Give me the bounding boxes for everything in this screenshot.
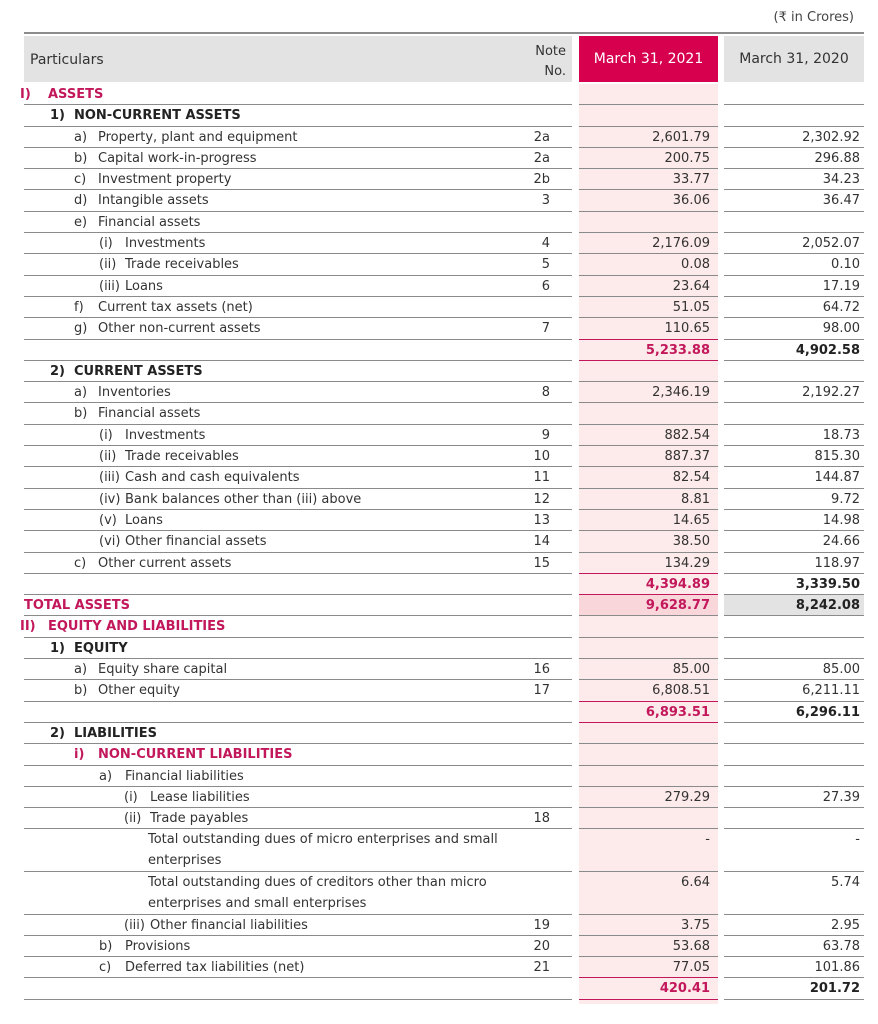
row-label-cell xyxy=(24,595,130,616)
row-label-cell xyxy=(99,766,244,787)
row-note-no: 10 xyxy=(533,449,550,465)
row-marker: (ii) xyxy=(99,257,117,273)
row-label: Other current assets xyxy=(98,555,232,571)
row-label-cell xyxy=(99,936,190,957)
row-value-current: 4,394.89 xyxy=(645,576,710,592)
table-row xyxy=(24,105,864,126)
row-label-cell xyxy=(50,638,128,659)
table-row xyxy=(24,361,864,382)
row-label-cell xyxy=(99,425,205,446)
row-label: TOTAL ASSETS xyxy=(24,598,130,614)
row-marker: II) xyxy=(20,619,36,635)
row-marker: a) xyxy=(74,129,88,145)
table-row xyxy=(24,403,864,424)
row-value-current: 420.41 xyxy=(659,981,710,997)
table-row xyxy=(24,680,864,701)
row-label-cell xyxy=(99,467,300,488)
row-label: Capital work-in-progress xyxy=(98,150,257,166)
row-label: Financial liabilities xyxy=(125,768,244,784)
row-note-no: 14 xyxy=(533,534,550,550)
row-marker: I) xyxy=(20,87,31,102)
row-value-current: - xyxy=(705,832,710,848)
row-label: EQUITY xyxy=(74,640,128,656)
row-label: CURRENT ASSETS xyxy=(74,363,203,379)
row-label: Intangible assets xyxy=(98,193,209,209)
row-label: Trade payables xyxy=(150,811,249,827)
row-note-no: 15 xyxy=(533,555,550,571)
row-label-cell xyxy=(124,787,250,808)
table-row xyxy=(20,616,864,637)
row-label: Trade receivables xyxy=(125,449,239,465)
row-label-cell xyxy=(50,105,241,126)
row-value-current: 51.05 xyxy=(672,299,710,315)
row-value-current: 134.29 xyxy=(664,555,710,571)
table-row xyxy=(24,297,864,318)
row-value-current: 8.81 xyxy=(681,491,710,507)
row-marker: (iii) xyxy=(99,278,120,294)
row-value-current: 2,176.09 xyxy=(652,236,710,252)
row-label-cell xyxy=(74,190,209,211)
row-value-previous: 8,242.08 xyxy=(724,595,864,616)
table-row xyxy=(20,84,864,105)
row-value-previous: 17.19 xyxy=(822,278,860,294)
row-label-cell xyxy=(124,915,308,936)
row-value-current: 53.68 xyxy=(672,938,710,954)
row-marker: b) xyxy=(74,150,88,166)
table-row xyxy=(24,233,864,254)
row-label-cell xyxy=(74,169,231,190)
row-label: Other non-current assets xyxy=(98,321,261,337)
row-label: Investment property xyxy=(98,172,232,188)
row-label-cell xyxy=(99,531,267,552)
row-marker: 2) xyxy=(50,725,65,741)
row-note-no: 11 xyxy=(533,470,550,486)
table-row xyxy=(24,190,864,211)
row-label-cell xyxy=(74,127,298,148)
table-row xyxy=(24,276,864,297)
header-particulars: Particulars xyxy=(30,52,104,68)
row-label: Bank balances other than (iii) above xyxy=(125,491,362,507)
table-body xyxy=(20,84,864,1000)
row-note-no: 7 xyxy=(541,321,550,337)
row-value-previous: 63.78 xyxy=(822,938,860,954)
row-label-cell xyxy=(74,680,180,701)
table-row xyxy=(24,148,864,169)
row-marker: b) xyxy=(74,683,88,699)
table-row xyxy=(24,808,864,829)
row-marker: (ii) xyxy=(124,811,142,827)
row-marker: (iii) xyxy=(124,917,145,933)
row-marker: (i) xyxy=(124,789,138,805)
table-row xyxy=(24,744,864,765)
row-marker: 1) xyxy=(50,108,65,124)
row-marker: a) xyxy=(99,768,113,784)
row-note-no: 13 xyxy=(533,512,550,528)
table-row xyxy=(24,723,864,744)
row-marker: (v) xyxy=(99,512,117,528)
table-row xyxy=(24,531,864,552)
table-row xyxy=(24,169,864,190)
row-value-previous: 98.00 xyxy=(822,321,860,337)
row-note-no: 6 xyxy=(541,278,550,294)
row-value-current: 6,893.51 xyxy=(645,704,710,720)
row-label-cell xyxy=(20,616,225,637)
row-value-previous: 2,302.92 xyxy=(802,129,860,145)
row-value-previous: 296.88 xyxy=(814,150,860,166)
row-label: Provisions xyxy=(125,938,191,954)
row-value-current: 2,601.79 xyxy=(652,129,710,145)
row-value-current: 3.75 xyxy=(681,917,710,933)
row-value-previous: 144.87 xyxy=(814,470,860,486)
table-row xyxy=(24,340,864,361)
row-value-previous: - xyxy=(855,832,860,848)
row-note-no: 18 xyxy=(533,811,550,827)
table-row xyxy=(24,829,864,872)
row-value-previous: 6,296.11 xyxy=(795,704,860,720)
row-value-previous: 36.47 xyxy=(822,193,860,209)
row-label-cell xyxy=(74,318,261,339)
table-row xyxy=(24,702,864,723)
row-value-current: 9,628.77 xyxy=(579,595,718,616)
row-marker: c) xyxy=(74,172,87,188)
row-value-previous: 27.39 xyxy=(822,789,860,805)
row-value-current: 82.54 xyxy=(672,470,710,486)
table-row xyxy=(24,212,864,233)
table-row xyxy=(24,574,864,595)
row-label-cell xyxy=(74,659,227,680)
row-label-cell xyxy=(74,297,253,318)
row-label: Investments xyxy=(125,427,206,443)
row-note-no: 5 xyxy=(541,257,550,273)
row-label-cell xyxy=(74,148,257,169)
table-row xyxy=(24,318,864,339)
row-divider-left xyxy=(24,999,572,1000)
row-marker: (ii) xyxy=(99,449,117,465)
row-label: Property, plant and equipment xyxy=(98,129,298,145)
row-label: Equity share capital xyxy=(98,662,228,678)
row-label-cell xyxy=(74,553,231,574)
row-marker: 2) xyxy=(50,363,65,379)
row-value-current: 279.29 xyxy=(664,789,710,805)
row-marker: d) xyxy=(74,193,88,209)
table-row xyxy=(24,467,864,488)
row-value-previous: 24.66 xyxy=(822,534,860,550)
row-note-no: 21 xyxy=(533,960,550,976)
row-value-current: 36.06 xyxy=(672,193,710,209)
row-value-current: 6.64 xyxy=(681,874,710,890)
row-marker: i) xyxy=(74,747,85,763)
header-current-year: March 31, 2021 xyxy=(579,36,718,82)
table-row xyxy=(24,553,864,574)
row-value-previous: 815.30 xyxy=(814,449,860,465)
row-label: Loans xyxy=(125,512,163,528)
row-label-cell xyxy=(20,84,103,105)
row-value-current: 33.77 xyxy=(672,172,710,188)
row-label-cell xyxy=(99,276,163,297)
row-label: Trade receivables xyxy=(125,257,239,273)
header-particulars-cell xyxy=(24,36,572,82)
row-marker: (iii) xyxy=(99,470,120,486)
row-value-previous: 0.10 xyxy=(831,257,860,273)
row-value-current: 77.05 xyxy=(672,960,710,976)
row-value-previous: 9.72 xyxy=(831,491,860,507)
row-value-previous: 85.00 xyxy=(822,662,860,678)
table-row xyxy=(24,127,864,148)
row-value-current: 2,346.19 xyxy=(652,385,710,401)
row-note-no: 4 xyxy=(541,236,550,252)
row-label: Cash and cash equivalents xyxy=(125,470,300,486)
row-value-current: 85.00 xyxy=(672,662,710,678)
row-value-previous: 6,211.11 xyxy=(802,683,860,699)
row-marker: (i) xyxy=(99,236,113,252)
row-value-previous: 3,339.50 xyxy=(795,576,860,592)
table-row xyxy=(24,766,864,787)
row-divider-previous xyxy=(724,999,864,1000)
table-row xyxy=(24,659,864,680)
row-value-previous: 2.95 xyxy=(831,917,860,933)
row-value-current: 0.08 xyxy=(681,257,710,273)
row-value-current: 14.65 xyxy=(672,512,710,528)
row-label: EQUITY AND LIABILITIES xyxy=(48,619,226,635)
row-note-no: 12 xyxy=(533,491,550,507)
row-value-current: 882.54 xyxy=(664,427,710,443)
row-label-cell xyxy=(124,808,248,829)
row-label-cell xyxy=(99,489,361,510)
row-label: Investments xyxy=(125,236,206,252)
row-value-previous: 64.72 xyxy=(822,299,860,315)
row-label: Financial assets xyxy=(98,406,201,422)
row-label: Total outstanding dues of micro enterprises and small enterprises xyxy=(148,832,498,869)
row-note-no: 19 xyxy=(533,917,550,933)
row-marker: a) xyxy=(74,385,88,401)
header-previous-year: March 31, 2020 xyxy=(724,36,864,82)
row-marker: (iv) xyxy=(99,491,121,507)
row-value-previous: 2,052.07 xyxy=(802,236,860,252)
row-value-previous: 101.86 xyxy=(814,960,860,976)
row-label: Other financial liabilities xyxy=(150,917,308,933)
row-marker: b) xyxy=(74,406,88,422)
row-label: LIABILITIES xyxy=(74,725,157,741)
row-label-cell xyxy=(99,233,205,254)
row-note-no: 2b xyxy=(533,172,550,188)
table-row xyxy=(24,915,864,936)
row-value-previous: 118.97 xyxy=(814,555,860,571)
row-value-current: 5,233.88 xyxy=(645,342,710,358)
table-row xyxy=(24,382,864,403)
row-note-no: 8 xyxy=(541,385,550,401)
table-row xyxy=(24,446,864,467)
row-label-cell xyxy=(99,254,239,275)
row-label-cell xyxy=(148,872,548,914)
row-label: Lease liabilities xyxy=(150,789,250,805)
row-value-previous: 2,192.27 xyxy=(802,385,860,401)
header-note-no xyxy=(535,42,566,82)
row-marker: a) xyxy=(74,662,88,678)
row-label: Loans xyxy=(125,278,163,294)
row-value-current: 38.50 xyxy=(672,534,710,550)
row-value-previous: 14.98 xyxy=(822,512,860,528)
row-label-cell xyxy=(74,403,200,424)
row-note-no: 9 xyxy=(541,427,550,443)
table-row xyxy=(24,957,864,978)
row-note-no: 2a xyxy=(533,150,550,166)
row-note-no: 20 xyxy=(533,938,550,954)
table-row xyxy=(24,978,864,999)
table-row xyxy=(24,595,864,616)
table-row xyxy=(24,787,864,808)
row-label-cell xyxy=(74,382,171,403)
row-label: Deferred tax liabilities (net) xyxy=(125,960,305,976)
table-header xyxy=(24,32,864,84)
unit-note: (₹ in Crores) xyxy=(773,10,854,25)
row-note-no: 16 xyxy=(533,662,550,678)
row-label: NON-CURRENT ASSETS xyxy=(74,108,241,124)
row-value-current: 23.64 xyxy=(672,278,710,294)
row-label-cell xyxy=(99,446,239,467)
row-value-current: 110.65 xyxy=(664,321,710,337)
table-row xyxy=(24,489,864,510)
row-value-previous: 201.72 xyxy=(809,981,860,997)
row-value-previous: 18.73 xyxy=(822,427,860,443)
table-row xyxy=(24,936,864,957)
row-marker: (vi) xyxy=(99,534,121,550)
row-label: Current tax assets (net) xyxy=(98,299,253,315)
row-marker: g) xyxy=(74,321,88,337)
row-marker: 1) xyxy=(50,640,65,656)
row-label-cell xyxy=(99,510,163,531)
row-label: Other equity xyxy=(98,683,180,699)
header-note-line2: No. xyxy=(544,64,566,79)
table-row xyxy=(24,638,864,659)
row-marker: f) xyxy=(74,299,84,315)
row-note-no: 2a xyxy=(533,129,550,145)
row-note-no: 17 xyxy=(533,683,550,699)
row-value-previous: 5.74 xyxy=(831,874,860,890)
row-label-cell xyxy=(148,829,548,871)
row-value-current: 887.37 xyxy=(664,449,710,465)
row-value-current: 6,808.51 xyxy=(652,683,710,699)
row-label-cell xyxy=(99,957,304,978)
row-marker: b) xyxy=(99,938,113,954)
row-label: Other financial assets xyxy=(125,534,267,550)
row-divider-current xyxy=(579,999,718,1000)
row-label: Financial assets xyxy=(98,214,201,230)
row-value-previous: 4,902.58 xyxy=(795,342,860,358)
row-label-cell xyxy=(74,212,200,233)
row-label: ASSETS xyxy=(48,87,104,102)
row-marker: c) xyxy=(74,555,87,571)
row-label-cell xyxy=(74,744,292,765)
row-note-no: 3 xyxy=(541,193,550,209)
row-label-cell xyxy=(50,361,203,382)
row-marker: e) xyxy=(74,214,88,230)
row-value-previous: 34.23 xyxy=(822,172,860,188)
header-note-line1: Note xyxy=(535,44,566,59)
row-label-cell xyxy=(50,723,157,744)
table-row xyxy=(24,872,864,915)
row-value-current: 200.75 xyxy=(664,150,710,166)
table-row xyxy=(24,510,864,531)
row-marker: (i) xyxy=(99,427,113,443)
row-label: NON-CURRENT LIABILITIES xyxy=(98,747,293,763)
row-marker: c) xyxy=(99,960,112,976)
table-row xyxy=(24,254,864,275)
row-label: Inventories xyxy=(98,385,171,401)
table-row xyxy=(24,425,864,446)
row-label: Total outstanding dues of creditors other than micro enterprises and small enterprises xyxy=(148,874,487,911)
balance-sheet-table xyxy=(20,32,864,1000)
